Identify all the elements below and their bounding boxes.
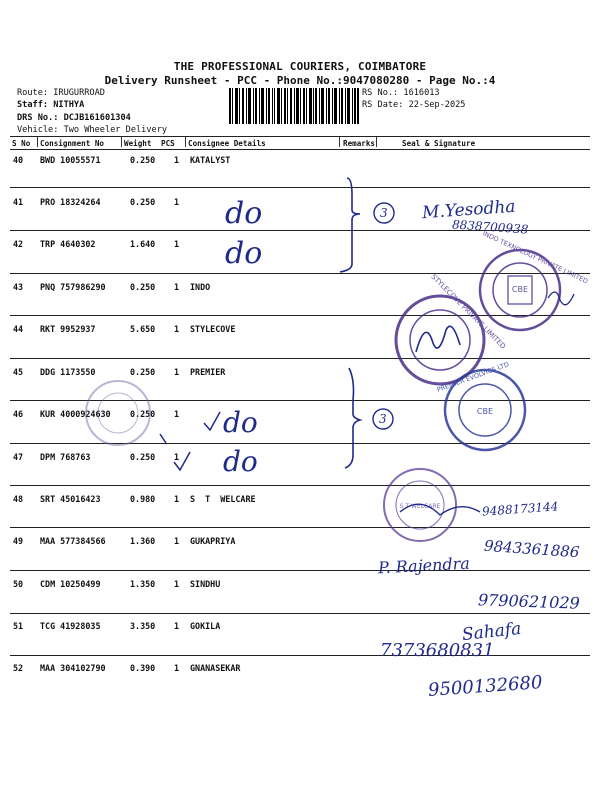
cell-consignment: PRO 18324264 — [40, 197, 101, 207]
cell-pcs: 1 — [174, 239, 180, 249]
cell-consignment: PNQ 757986290 — [40, 282, 106, 292]
indo-stamp — [480, 229, 589, 330]
receiver-phone: 8838700938 — [451, 217, 529, 237]
col-header-consignment: Consignment No — [40, 139, 105, 148]
cell-weight: 3.350 — [130, 621, 156, 631]
col-header-seal-signature: Seal & Signature — [402, 139, 476, 148]
cell-pcs: 1 — [174, 621, 180, 631]
svg-text:INDO TEXNOLOGY PRIVATE LIMITED: INDO TEXNOLOGY PRIVATE LIMITED — [481, 229, 590, 286]
cell-weight: 0.250 — [130, 367, 156, 377]
col-header-sno: S No — [12, 139, 31, 148]
receiver-name: M.Yesodha — [421, 196, 517, 224]
signature-scribble — [416, 326, 460, 352]
cell-consignee: S T WELCARE — [190, 494, 256, 504]
receiver-phone: 9500132680 — [427, 672, 544, 701]
svg-text:STYLECOVE PRIVATE LIMITED: STYLECOVE PRIVATE LIMITED — [429, 272, 508, 351]
svg-text:PREMIER EVOLVICS LTD: PREMIER EVOLVICS LTD — [435, 360, 511, 394]
cell-consignment: TRP 4640302 — [40, 239, 96, 249]
document-subtitle: Delivery Runsheet - PCC - Phone No.:9047080280 - Page No.:4 — [104, 74, 496, 87]
cell-pcs: 1 — [174, 367, 180, 377]
staff-field: Staff: NITHYA — [17, 100, 85, 110]
cell-sno: 49 — [13, 536, 24, 546]
bracket-1 — [340, 178, 360, 272]
cell-sno: 43 — [13, 282, 24, 292]
cell-weight: 0.250 — [130, 197, 156, 207]
cell-weight: 5.650 — [130, 324, 156, 334]
cell-pcs: 1 — [174, 282, 180, 292]
cell-consignment: CDM 10250499 — [40, 579, 101, 589]
col-header-weight: Weight — [124, 139, 152, 148]
cell-consignee: STYLECOVE — [190, 324, 236, 334]
cell-consignee: GOKILA — [190, 621, 221, 631]
cell-pcs: 1 — [174, 663, 180, 673]
svg-text:CBE: CBE — [476, 407, 494, 416]
ditto-mark: do — [223, 406, 258, 439]
receiver-phone: 9843361886 — [483, 536, 580, 562]
count-number: 3 — [379, 412, 387, 426]
cell-pcs: 1 — [174, 452, 180, 462]
ditto-mark: do — [225, 236, 263, 271]
cell-sno: 40 — [13, 155, 24, 165]
cell-consignee: PREMIER — [190, 367, 226, 377]
cell-consignee: SINDHU — [190, 579, 221, 589]
col-header-remarks: Remarks — [343, 139, 376, 148]
cell-consignee: GUKAPRIYA — [190, 536, 236, 546]
bracket-2 — [345, 368, 360, 468]
faded-stamp — [86, 381, 150, 445]
cell-consignment: MAA 304102790 — [40, 663, 106, 673]
cell-weight: 0.250 — [130, 452, 156, 462]
rs-date: RS Date: 22-Sep-2025 — [362, 100, 466, 110]
cell-weight: 0.250 — [130, 409, 156, 419]
cell-sno: 45 — [13, 367, 24, 377]
cell-sno: 44 — [13, 324, 24, 334]
vehicle-field: Vehicle: Two Wheeler Delivery — [17, 125, 168, 135]
welcare-stamp — [384, 469, 456, 541]
cell-consignment: BWD 10055571 — [40, 155, 101, 165]
cell-consignment: TCG 41928035 — [40, 621, 101, 631]
cell-weight: 0.250 — [130, 282, 156, 292]
svg-text:S T WELCARE: S T WELCARE — [399, 503, 441, 510]
cell-consignment: DDG 1173550 — [40, 367, 96, 377]
cell-weight: 0.390 — [130, 663, 156, 673]
cell-pcs: 1 — [174, 324, 180, 334]
cell-consignment: DPM 768763 — [40, 452, 91, 462]
tick-mark — [174, 452, 190, 470]
receiver-phone: 9488173144 — [481, 499, 559, 519]
ditto-mark: do — [225, 196, 263, 231]
cell-weight: 0.250 — [130, 155, 156, 165]
cell-sno: 47 — [13, 452, 24, 462]
cell-consignment: RKT 9952937 — [40, 324, 96, 334]
receiver-name: P. Rajendra — [377, 553, 471, 578]
ditto-mark: do — [223, 445, 258, 478]
cell-pcs: 1 — [174, 409, 180, 419]
cell-pcs: 1 — [174, 579, 180, 589]
receiver-phone: 9790621029 — [477, 590, 581, 613]
cell-sno: 51 — [13, 621, 24, 631]
cell-consignment: MAA 577384566 — [40, 536, 106, 546]
route-field: Route: IRUGURROAD — [17, 88, 105, 98]
cell-pcs: 1 — [174, 155, 180, 165]
cell-consignee: INDO — [190, 282, 211, 292]
cell-pcs: 1 — [174, 536, 180, 546]
cell-sno: 46 — [13, 409, 24, 419]
cell-consignee: KATALYST — [190, 155, 231, 165]
rs-number: RS No.: 1616013 — [362, 88, 440, 98]
cell-sno: 42 — [13, 239, 24, 249]
tick-mark — [160, 434, 166, 443]
cell-sno: 52 — [13, 663, 24, 673]
cell-sno: 50 — [13, 579, 24, 589]
col-header-consignee: Consignee Details — [188, 139, 266, 148]
document-title: THE PROFESSIONAL COURIERS, COIMBATORE — [173, 60, 427, 73]
cell-weight: 1.640 — [130, 239, 156, 249]
svg-text:CBE: CBE — [511, 285, 529, 294]
cell-pcs: 1 — [174, 197, 180, 207]
receiver-phone: 7373680831 — [380, 640, 495, 661]
cell-pcs: 1 — [174, 494, 180, 504]
count-number: 3 — [380, 206, 388, 220]
cell-consignment: SRT 45016423 — [40, 494, 101, 504]
drs-field: DRS No.: DCJB161601304 — [17, 113, 131, 123]
cell-consignment: KUR 4000924630 — [40, 409, 111, 419]
cell-weight: 1.360 — [130, 536, 156, 546]
receiver-name: Sahafa — [461, 618, 523, 646]
tick-mark — [204, 412, 220, 430]
col-header-pcs: PCS — [161, 139, 175, 148]
cell-sno: 41 — [13, 197, 24, 207]
cell-consignee: GNANASEKAR — [190, 663, 241, 673]
cell-weight: 1.350 — [130, 579, 156, 589]
premier-stamp — [436, 360, 525, 450]
cell-weight: 0.980 — [130, 494, 156, 504]
cell-sno: 48 — [13, 494, 24, 504]
